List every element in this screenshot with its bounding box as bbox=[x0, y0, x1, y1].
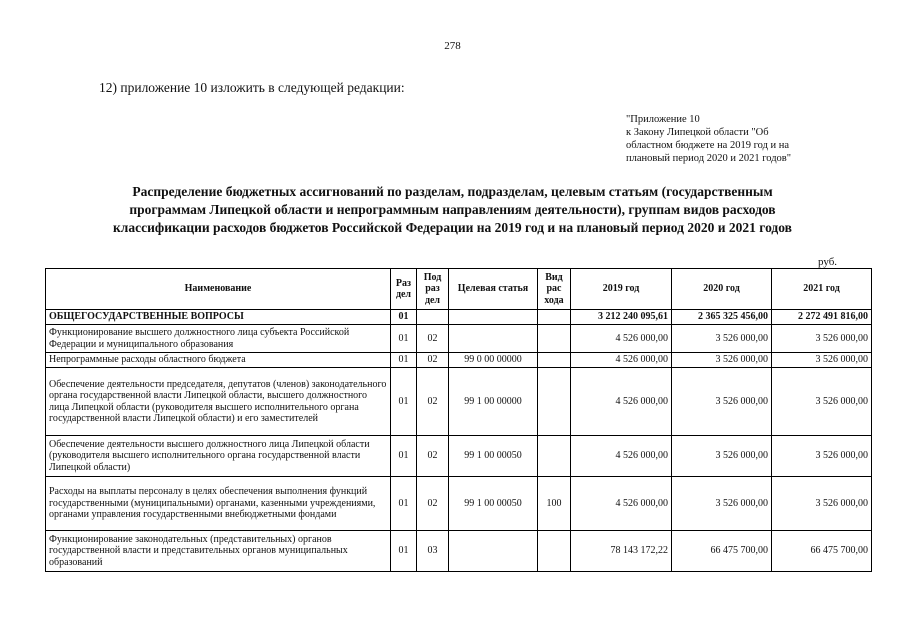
document-title-line: классификации расходов бюджетов Российской Федерации на 2019 год и на плановый период 2020 и 2021 годов bbox=[113, 220, 792, 235]
budget-table bbox=[45, 268, 872, 572]
cell-vid bbox=[538, 353, 571, 368]
cell-2020: 3 526 000,00 bbox=[672, 436, 772, 477]
document-title-line: программам Липецкой области и непрограммным направлениям деятельности), группам видов расходов bbox=[129, 202, 776, 217]
cell-name: Обеспечение деятельности председателя, депутатов (членов) законодательного органа государственной власти Липецкой области, высшего должностного лица Липецкой области (руководителя высшего исполнительного органа государственной власти Липецкой области) и его заместителей bbox=[46, 368, 391, 436]
appendix-note-line: к Закону Липецкой области "Об bbox=[626, 127, 769, 138]
cell-2019: 4 526 000,00 bbox=[571, 353, 672, 368]
cell-vid bbox=[538, 368, 571, 436]
table-row bbox=[46, 353, 872, 368]
cell-podrazdel: 02 bbox=[417, 368, 449, 436]
cell-target bbox=[449, 325, 538, 353]
cell-razdel: 01 bbox=[391, 477, 417, 531]
cell-2020: 2 365 325 456,00 bbox=[672, 310, 772, 325]
cell-target: 99 1 00 00050 bbox=[449, 436, 538, 477]
cell-2021: 3 526 000,00 bbox=[772, 325, 872, 353]
cell-name: Обеспечение деятельности высшего должностного лица Липецкой области (руководителя высшего исполнительного органа государственной власти Липецкой области) bbox=[46, 436, 391, 477]
cell-podrazdel: 02 bbox=[417, 353, 449, 368]
table-row bbox=[46, 368, 872, 436]
appendix-note-line: "Приложение 10 bbox=[626, 114, 700, 125]
cell-vid: 100 bbox=[538, 477, 571, 531]
cell-razdel: 01 bbox=[391, 531, 417, 572]
header-razdel-part: Раз bbox=[395, 277, 412, 289]
cell-2021: 3 526 000,00 bbox=[772, 368, 872, 436]
header-2019: 2019 год bbox=[571, 269, 672, 310]
cell-podrazdel: 02 bbox=[417, 325, 449, 353]
table-row bbox=[46, 325, 872, 353]
header-vid-part: хода bbox=[544, 294, 564, 306]
cell-podrazdel: 03 bbox=[417, 531, 449, 572]
cell-name: ОБЩЕГОСУДАРСТВЕННЫЕ ВОПРОСЫ bbox=[46, 310, 391, 325]
cell-2021: 3 526 000,00 bbox=[772, 353, 872, 368]
cell-target bbox=[449, 310, 538, 325]
header-podrazdel-part: Под bbox=[423, 271, 442, 283]
header-razdel-part: дел bbox=[395, 289, 412, 300]
currency-unit: руб. bbox=[818, 256, 838, 268]
header-vid bbox=[538, 269, 571, 310]
intro-text: 12) приложение 10 изложить в следующей редакции: bbox=[99, 80, 405, 95]
page-number: 278 bbox=[444, 40, 461, 52]
cell-razdel: 01 bbox=[391, 368, 417, 436]
cell-vid bbox=[538, 531, 571, 572]
document-title bbox=[30, 183, 875, 237]
cell-podrazdel: 02 bbox=[417, 436, 449, 477]
cell-2021: 3 526 000,00 bbox=[772, 477, 872, 531]
table-row bbox=[46, 531, 872, 572]
cell-vid bbox=[538, 436, 571, 477]
cell-2020: 3 526 000,00 bbox=[672, 353, 772, 368]
cell-target: 99 1 00 00050 bbox=[449, 477, 538, 531]
cell-name: Непрограммные расходы областного бюджета bbox=[46, 353, 391, 368]
cell-target: 99 1 00 00000 bbox=[449, 368, 538, 436]
cell-2021: 2 272 491 816,00 bbox=[772, 310, 872, 325]
cell-name: Функционирование высшего должностного лица субъекта Российской Федерации и муниципального образования bbox=[46, 325, 391, 353]
cell-target: 99 0 00 00000 bbox=[449, 353, 538, 368]
cell-2021: 3 526 000,00 bbox=[772, 436, 872, 477]
header-target: Целевая статья bbox=[449, 269, 538, 310]
table-row bbox=[46, 310, 872, 325]
header-vid-part: Вид bbox=[545, 271, 563, 283]
header-name: Наименование bbox=[46, 269, 391, 310]
appendix-note bbox=[626, 113, 856, 165]
header-razdel bbox=[391, 269, 417, 310]
table-row bbox=[46, 477, 872, 531]
appendix-note-line: областном бюджете на 2019 год и на bbox=[626, 140, 790, 151]
cell-podrazdel: 02 bbox=[417, 477, 449, 531]
cell-2020: 66 475 700,00 bbox=[672, 531, 772, 572]
cell-2019: 4 526 000,00 bbox=[571, 325, 672, 353]
cell-2021: 66 475 700,00 bbox=[772, 531, 872, 572]
cell-razdel: 01 bbox=[391, 353, 417, 368]
table-header-row bbox=[46, 269, 872, 310]
cell-razdel: 01 bbox=[391, 325, 417, 353]
cell-2019: 3 212 240 095,61 bbox=[571, 310, 672, 325]
cell-vid bbox=[538, 325, 571, 353]
cell-2019: 4 526 000,00 bbox=[571, 436, 672, 477]
cell-2020: 3 526 000,00 bbox=[672, 477, 772, 531]
cell-2020: 3 526 000,00 bbox=[672, 368, 772, 436]
cell-target bbox=[449, 531, 538, 572]
cell-podrazdel bbox=[417, 310, 449, 325]
appendix-note-line: плановый период 2020 и 2021 годов" bbox=[626, 153, 792, 164]
header-2020: 2020 год bbox=[672, 269, 772, 310]
cell-vid bbox=[538, 310, 571, 325]
header-podrazdel-part: дел bbox=[424, 294, 441, 306]
header-2021: 2021 год bbox=[772, 269, 872, 310]
header-podrazdel bbox=[417, 269, 449, 310]
cell-2019: 78 143 172,22 bbox=[571, 531, 672, 572]
header-podrazdel-part: раз bbox=[425, 283, 440, 295]
cell-2019: 4 526 000,00 bbox=[571, 477, 672, 531]
cell-name: Функционирование законодательных (представительных) органов государственной власти и представительных органов муниципальных образований bbox=[46, 531, 391, 572]
cell-razdel: 01 bbox=[391, 310, 417, 325]
cell-name: Расходы на выплаты персоналу в целях обеспечения выполнения функций государственными (муниципальными) органами, казенными учреждениями, органами управления государственными внебюджетными фондами bbox=[46, 477, 391, 531]
header-vid-part: рас bbox=[546, 283, 562, 295]
cell-2019: 4 526 000,00 bbox=[571, 368, 672, 436]
cell-razdel: 01 bbox=[391, 436, 417, 477]
table-row bbox=[46, 436, 872, 477]
cell-2020: 3 526 000,00 bbox=[672, 325, 772, 353]
document-title-line: Распределение бюджетных ассигнований по разделам, подразделам, целевым статьям (государственным bbox=[132, 184, 773, 199]
